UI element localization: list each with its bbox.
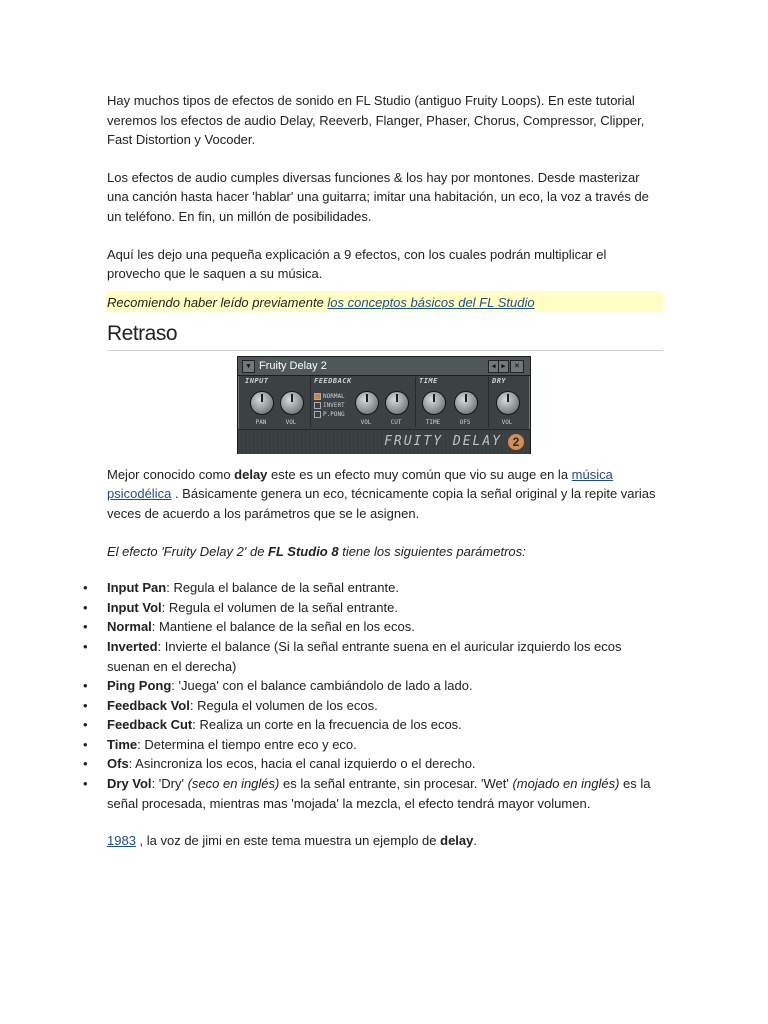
param-text: : Asincroniza los ecos, hacia el canal izquierdo o el derecho. [128,756,476,772]
prev-preset-arrow-icon[interactable]: ◀ [488,360,499,373]
list-item [107,696,663,716]
param-term: Input Pan [107,580,167,596]
next-preset-arrow-icon[interactable]: ▶ [498,360,509,373]
song-1983-link[interactable]: 1983 [107,833,136,849]
params-intro-bold: FL Studio 8 [268,543,339,559]
param-text: : Realiza un corte en la frecuencia de los ecos. [192,717,462,733]
list-item [107,735,663,755]
fruity-delay-plugin-window [237,356,531,454]
example-text: , la voz de jimi en este tema muestra un ejemplo de [135,833,441,849]
list-item [107,754,663,774]
param-italic: (seco en inglés) [187,776,280,792]
param-text: : Invierte el balance (Si la señal entrante suena en el auricular izquierdo los ecos suenan en el derecha) [107,638,622,674]
delay-description [107,465,663,524]
list-item [107,578,663,598]
version-badge: 2 [508,434,524,450]
normal-checkbox[interactable] [314,393,321,400]
feedback-cut-knob[interactable] [385,391,409,415]
time-knob[interactable] [422,391,446,415]
param-text: : Regula el volumen de la señal entrante. [161,599,398,615]
example-bold: delay [440,833,474,849]
desc-text-1: Mejor conocido como [107,466,235,482]
param-term: Inverted [107,638,158,654]
plugin-figure [107,351,663,459]
param-term: Time [107,736,138,752]
list-item [107,637,663,676]
invert-option[interactable] [314,402,345,409]
param-term: Feedback Cut [107,717,193,733]
pong-option-label: P.PONG [323,410,345,418]
list-item [107,715,663,735]
feedback-vol-knob[interactable] [355,391,379,415]
plugin-menu-arrow-icon[interactable]: ▼ [242,360,255,373]
normal-option-label: NORMAL [323,392,345,400]
ofs-knob[interactable] [454,391,478,415]
param-text: : Regula el volumen de los ecos. [189,697,378,713]
plugin-footer [238,429,530,454]
params-intro-text-1: El efecto 'Fruity Delay 2' de [107,543,269,559]
note-text: Recomiendo haber leído previamente [107,294,328,310]
desc-bold: delay [234,466,268,482]
example-end: . [473,833,478,849]
param-text: : Mantiene el balance de la señal en los ecos. [151,619,415,635]
param-term: Input Vol [107,599,162,615]
param-text: : Regula el balance de la señal entrante. [166,580,399,596]
dry-vol-knob[interactable] [496,391,520,415]
input-label: INPUT [245,376,269,385]
time-section [416,377,489,427]
pong-checkbox[interactable] [314,411,321,418]
param-term: Ofs [107,756,129,772]
list-item [107,774,663,813]
section-heading: Retraso [107,322,663,351]
example-paragraph [107,831,663,851]
article [107,91,663,851]
param-text: es la señal procesada, mientras mas 'mojada' la mezcla, el efecto tendrá mayor volumen. [107,776,651,811]
input-pan-label: PAN [255,418,267,426]
input-vol-label: VOL [285,418,297,426]
feedback-label: FEEDBACK [314,376,352,385]
feedback-cut-label: CUT [390,418,402,426]
time-label: TIME [419,376,438,385]
list-item [107,676,663,696]
dry-section [489,377,526,427]
invert-checkbox[interactable] [314,402,321,409]
dry-vol-label: VOL [501,418,513,426]
intro-paragraph-2: Los efectos de audio cumples diversas funciones & los hay por montones. Desde masterizar una canción hasta hacer 'hablar' una guitarra; imitar una habitación, un eco, la voz a través de un teléfono. En fin, un millón de posibilidades. [107,169,649,224]
param-term: Normal [107,619,152,635]
list-item [107,598,663,618]
input-pan-knob[interactable] [250,391,274,415]
feedback-section [311,377,416,427]
param-italic: (mojado en inglés) [512,776,620,792]
invert-option-label: INVERT [323,401,345,409]
feedback-vol-label: VOL [360,418,372,426]
param-text: : 'Dry' [151,776,188,792]
plugin-title: Fruity Delay 2 [259,359,327,372]
psychedelic-music-link[interactable]: música psicodélica [107,466,613,502]
intro-paragraph-1: Hay muchos tipos de efectos de sonido en FL Studio (antiguo Fruity Loops). En este tutorial veremos los efectos de audio Delay, Reeverb, Flanger, Phaser, Chorus, Compressor, Clipper, Fast Distortion y Vocoder. [107,93,645,148]
desc-text-3: . Básicamente genera un eco, técnicamente copia la señal original y la repite varias veces de acuerdo a los parámetros que se le asignen. [107,486,656,521]
intro-paragraph-3: Aquí les dejo una pequeña explicación a 9 efectos, con los cuales podrán multiplicar el provecho que le saquen a su música. [107,246,607,282]
desc-text-2: este es un efecto muy común que vio su auge en la [267,466,572,482]
normal-option[interactable] [314,393,345,400]
params-intro [107,542,663,562]
parameters-list [107,578,663,813]
param-text: : 'Juega' con el balance cambiándolo de lado a lado. [171,678,473,694]
plugin-close-icon[interactable]: ✕ [510,360,524,373]
param-term: Ping Pong [107,678,172,694]
recommendation-note [106,291,663,312]
param-text: es la señal entrante, sin procesar. 'Wet' [279,776,513,792]
plugin-titlebar [238,357,530,376]
concepts-link[interactable]: los conceptos básicos del FL Studio [327,294,535,310]
pong-option[interactable] [314,411,345,418]
ofs-knob-label: OFS [459,418,471,426]
plugin-brand-text: FRUITY DELAY [384,433,502,449]
input-section [242,377,311,427]
dry-label: DRY [492,376,507,385]
params-intro-text-2: tiene los siguientes parámetros: [338,543,526,559]
param-term: Feedback Vol [107,697,190,713]
param-term: Dry Vol [107,776,152,792]
input-vol-knob[interactable] [280,391,304,415]
param-text: : Determina el tiempo entre eco y eco. [137,736,357,752]
list-item [107,617,663,637]
time-knob-label: TIME [425,418,441,426]
